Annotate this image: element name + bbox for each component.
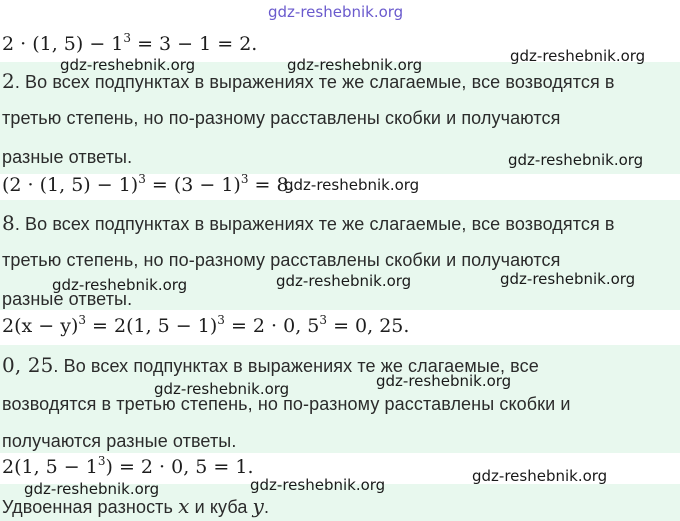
paragraph-1-line-3: разные ответы. [2,147,133,167]
paragraph-2-line-1: 8. Во всех подпунктах в выражениях те же слагаемые, все возводятся в [2,211,615,235]
watermark: gdz-reshebnik.org [24,480,160,498]
watermark: gdz-reshebnik.org [472,467,608,485]
paragraph-1-line-2: третью степень, но по-разному расставлены скобки и получаются [2,108,561,128]
paragraph-3-line-2: возводятся в третью степень, но по-разному расставлены скобки и [2,394,571,414]
watermark: gdz-reshebnik.org [268,3,404,21]
watermark: gdz-reshebnik.org [60,56,196,74]
watermark: gdz-reshebnik.org [154,380,290,398]
watermark: gdz-reshebnik.org [287,56,423,74]
watermark: gdz-reshebnik.org [508,151,644,169]
math-line-1: 2 · (1, $5) - 1^3 = 3 - 1 = 2$. [2,31,258,55]
watermark: gdz-reshebnik.org [250,476,386,494]
watermark: gdz-reshebnik.org [500,270,636,288]
paragraph-2-line-3: разные ответы. [2,289,133,309]
watermark: gdz-reshebnik.org [276,272,412,290]
watermark: gdz-reshebnik.org [510,47,646,65]
paragraph-3-line-3: получаются разные ответы. [2,431,237,451]
math-line-4: 2(1, $5 - 1^3) = 2 \cdot 0$, 5 = 1. [2,454,254,478]
math-line-2: (2 · (1, $5) - 1)^3 = (3 - 1)^3 = 8$. [2,172,295,196]
watermark: gdz-reshebnik.org [52,276,188,294]
watermark: gdz-reshebnik.org [376,372,512,390]
paragraph-4-line-1: Удвоенная разность x и куба y. [2,494,270,518]
math-line-3: $2(x - y)^3 = 2(1$, 5 − 1)$^3$ = 2 · 0, $5^3 = 0$, 25. [2,313,410,337]
paragraph-1-line-1: 2. Во всех подпунктах в выражениях те же слагаемые, все возводятся в [2,69,615,93]
paragraph-3-line-1: 0, 25. Во всех подпунктах в выражениях те же слагаемые, все [2,353,539,377]
watermark: gdz-reshebnik.org [284,176,420,194]
paragraph-2-line-2: третью степень, но по-разному расставлены скобки и получаются [2,250,561,270]
